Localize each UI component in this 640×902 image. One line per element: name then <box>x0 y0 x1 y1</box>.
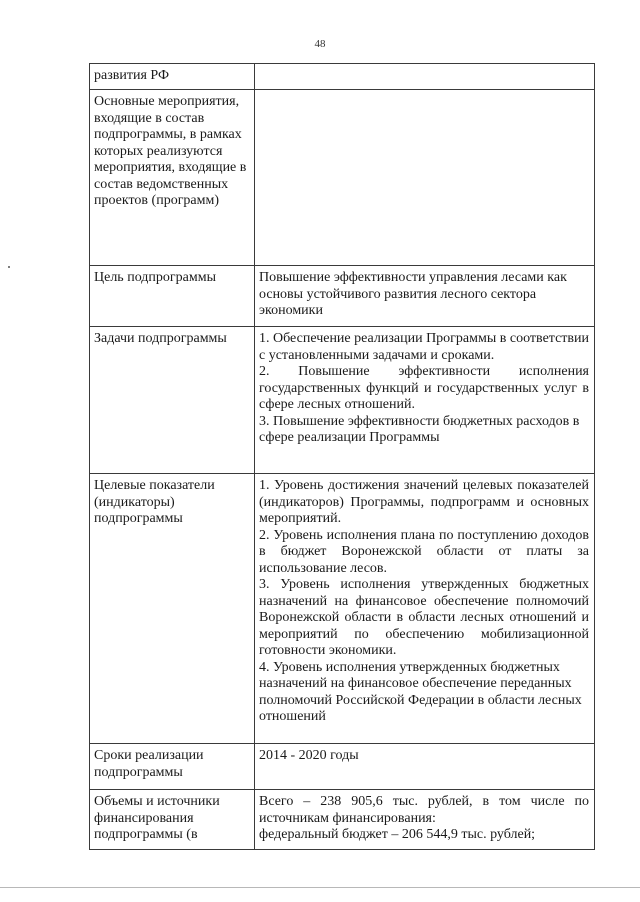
row-label: Цель подпрограммы <box>90 266 255 327</box>
table-row <box>90 90 595 266</box>
row-value <box>255 327 595 474</box>
table-row <box>90 790 595 850</box>
row-value <box>255 790 595 850</box>
row-value <box>255 266 595 327</box>
row-label: Целевые показатели (индикаторы) подпрограммы <box>90 474 255 744</box>
indicator-item: 4. Уровень исполнения утвержденных бюджетных назначений на финансовое обеспечение переданных полномочий Российской Федерации в области лесных отношений <box>259 659 582 724</box>
table-row <box>90 474 595 744</box>
row-label: Сроки реализации подпрограммы <box>90 744 255 790</box>
table-row <box>90 266 595 327</box>
row-label: Задачи подпрограммы <box>90 327 255 474</box>
indicator-item: 2. Уровень исполнения плана по поступлению доходов в бюджет Воронежской области от платы за использование лесов. <box>259 527 589 576</box>
row-value <box>255 474 595 744</box>
funding-total-text: Всего – 238 905,6 тыс. рублей, в том числе по источникам финансирования: <box>259 794 589 826</box>
row-value <box>255 744 595 790</box>
row-value <box>255 90 595 266</box>
funding-federal-text: федеральный бюджет – 206 544,9 тыс. рублей; <box>259 827 536 842</box>
row-label: Объемы и источники финансирования подпрограммы (в <box>90 790 255 850</box>
row-label: Основные мероприятия, входящие в состав подпрограммы, в рамках которых реализуются мероприятия, входящие в состав ведомственных проектов (программ) <box>90 90 255 266</box>
goal-text: Повышение эффективности управления лесами как основы устойчивого развития лесного сектора экономики <box>259 270 567 318</box>
period-text: 2014 - 2020 годы <box>259 748 359 763</box>
subprogram-passport-table <box>89 63 595 850</box>
task-item: 3. Повышение эффективности бюджетных расходов в сфере реализации Программы <box>259 413 580 445</box>
page-number: 48 <box>314 38 326 50</box>
task-item: 2. Повышение эффективности исполнения государственных функций и государственных услуг в сфере лесных отношений. <box>259 364 589 412</box>
indicator-item: 3. Уровень исполнения утвержденных бюджетных назначений на финансовое обеспечение полномочий Воронежской области в области лесных отношений и мероприятий по обеспечению мобилизационной готовности экономики. <box>259 577 589 658</box>
table-row <box>90 327 595 474</box>
table-row <box>90 64 595 90</box>
table-row <box>90 744 595 790</box>
row-value <box>255 64 595 90</box>
indicator-item: 1. Уровень достижения значений целевых показателей (индикаторов) Программы, подпрограмм и основных мероприятий. <box>259 478 589 526</box>
scan-speck <box>8 266 10 268</box>
page-bottom-edge <box>0 887 640 888</box>
task-item: 1. Обеспечение реализации Программы в соответствии с установленными задачами и сроками. <box>259 331 589 363</box>
row-label: развития РФ <box>90 64 255 90</box>
